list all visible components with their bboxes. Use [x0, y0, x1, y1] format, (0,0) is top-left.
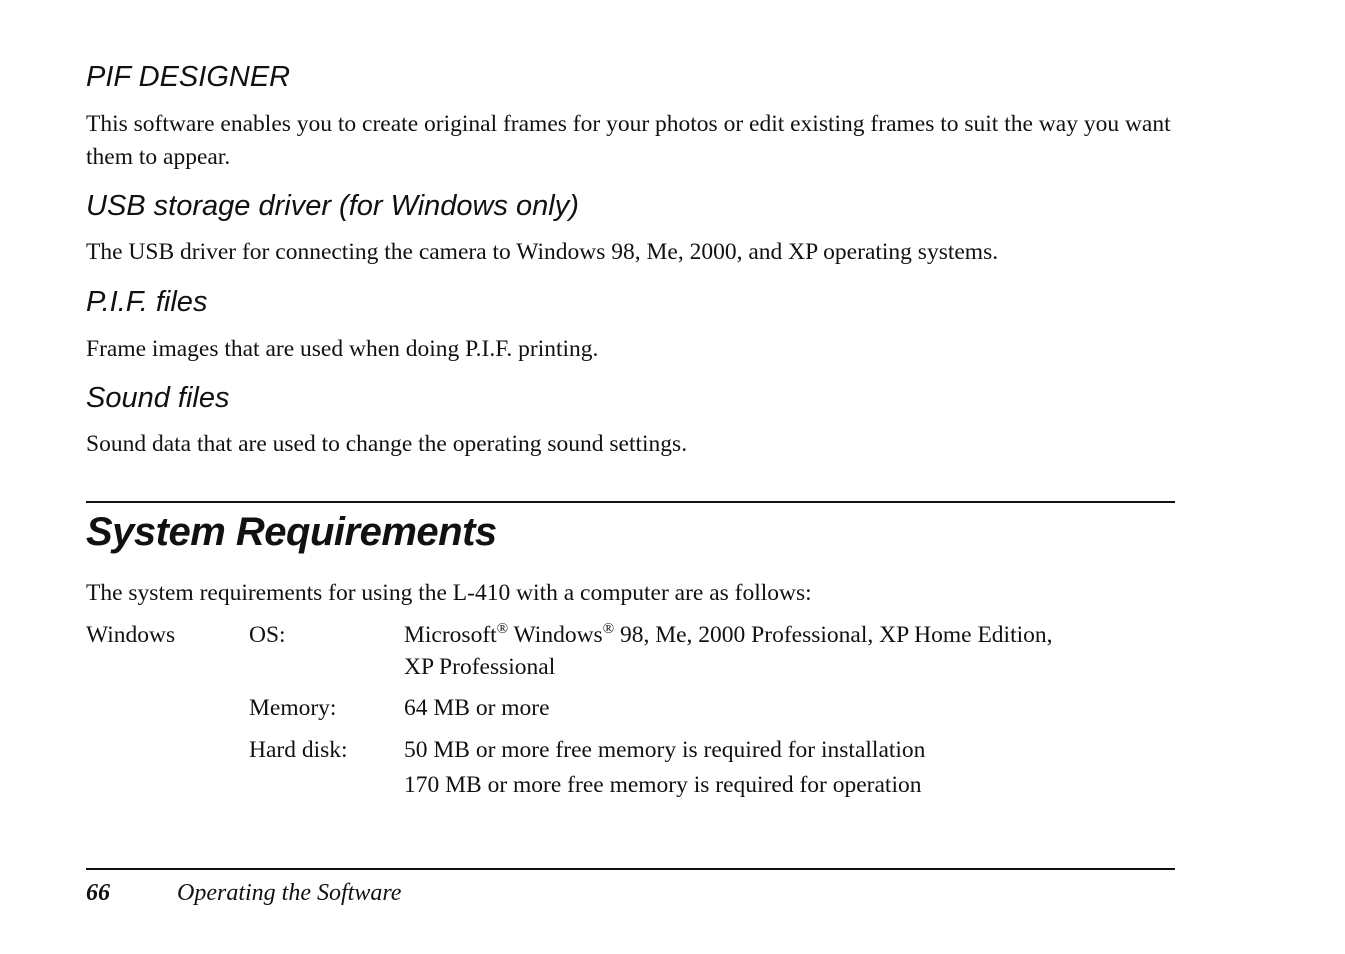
memory-value: 64 MB or more [404, 695, 550, 721]
os-label: OS: [249, 622, 286, 648]
memory-label: Memory: [249, 695, 337, 721]
pif-files-description: Frame images that are used when doing P.I.F. printing. [86, 336, 599, 362]
manual-page [86, 0, 1175, 954]
platform-label: Windows [86, 622, 176, 648]
footer-divider [86, 868, 1175, 870]
system-requirements-intro: The system requirements for using the L-410 with a computer are as follows: [86, 580, 812, 606]
page-number: 66 [86, 880, 110, 906]
heading-pif-files: P.I.F. files [86, 286, 208, 318]
heading-pif-designer: PIF DESIGNER [86, 61, 291, 93]
os-value-part2: Windows [508, 622, 603, 648]
os-value-part1: Microsoft [404, 622, 497, 648]
harddisk-label: Hard disk: [249, 737, 348, 763]
pif-designer-description: This software enables you to create original frames for your photos or edit existing frames to suit the way you want them to appear. [86, 111, 1171, 170]
harddisk-value-line1: 50 MB or more free memory is required for installation [404, 737, 926, 763]
os-value-part3: 98, Me, 2000 Professional, XP Home Edition, [614, 622, 1053, 648]
section-divider-top [86, 501, 1175, 503]
os-value [404, 619, 1053, 652]
section-title-system-requirements: System Requirements [86, 510, 497, 554]
heading-usb-storage-driver: USB storage driver (for Windows only) [86, 190, 579, 222]
footer-chapter-title: Operating the Software [177, 880, 402, 906]
sound-files-description: Sound data that are used to change the operating sound settings. [86, 431, 688, 457]
registered-mark: ® [602, 621, 615, 637]
heading-sound-files: Sound files [86, 382, 230, 414]
harddisk-value-line2: 170 MB or more free memory is required for operation [404, 772, 922, 798]
registered-mark: ® [496, 621, 509, 637]
usb-storage-driver-description: The USB driver for connecting the camera to Windows 98, Me, 2000, and XP operating systems. [86, 239, 999, 265]
os-value-line2: XP Professional [404, 654, 556, 680]
